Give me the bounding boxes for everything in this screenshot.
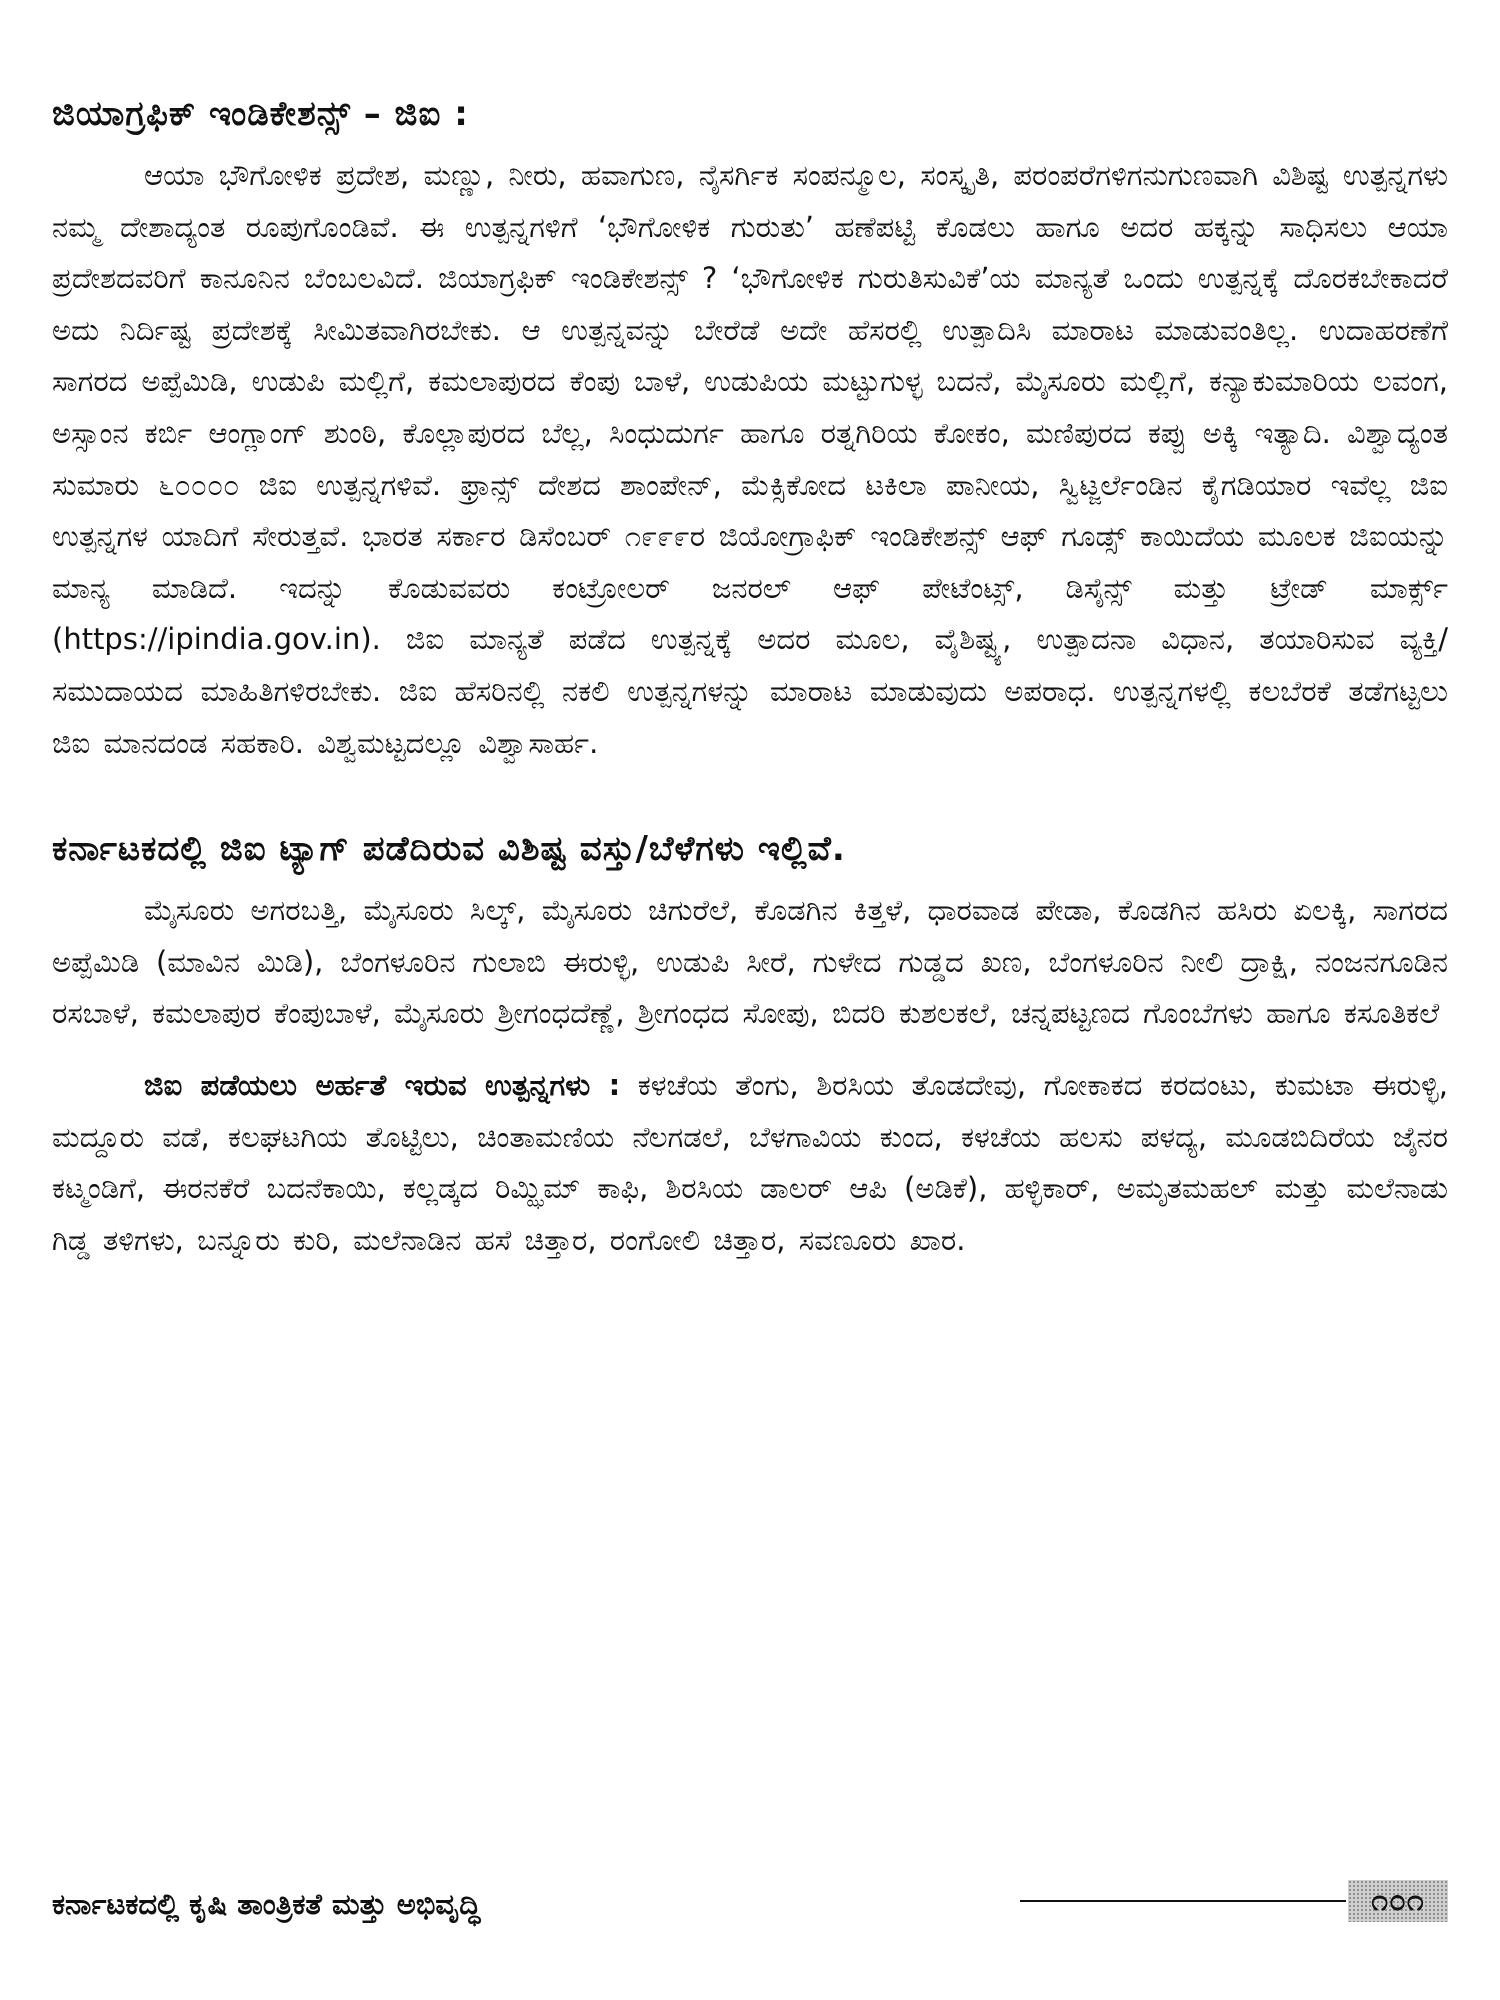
page-footer: [52, 1880, 1448, 1928]
footer-book-title: ಕರ್ನಾಟಕದಲ್ಲಿ ಕೃಷಿ ತಾಂತ್ರಿಕತೆ ಮತ್ತು ಅಭಿವೃದ್ಧಿ: [52, 1887, 481, 1921]
paragraph-eligible-products: [52, 1060, 1448, 1266]
paragraph-karnataka-gi-list: ಮೈಸೂರು ಅಗರಬತ್ತಿ, ಮೈಸೂರು ಸಿಲ್ಕ್, ಮೈಸೂರು ಚಿಗುರೆಲೆ, ಕೊಡಗಿನ ಕಿತ್ತಳೆ, ಧಾರವಾಡ ಪೇಡಾ, ಕೊಡಗಿನ ಹಸಿರು ಏಲಕ್ಕಿ, ಸಾಗರದ ಅಪ್ಪೆಮಿಡಿ (ಮಾವಿನ ಮಿಡಿ), ಬೆಂಗಳೂರಿನ ಗುಲಾಬಿ ಈರುಳ್ಳಿ, ಉಡುಪಿ ಸೀರೆ, ಗುಳೇದ ಗುಡ್ಡದ ಖಣ, ಬೆಂಗಳೂರಿನ ನೀಲಿ ದ್ರಾಕ್ಷಿ, ನಂಜನಗೂಡಿನ ರಸಬಾಳೆ, ಕಮಲಾಪುರ ಕೆಂಪುಬಾಳೆ, ಮೈಸೂರು ಶ್ರೀಗಂಧದೆಣ್ಣೆ, ಶ್ರೀಗಂಧದ ಸೋಪು, ಬಿದರಿ ಕುಶಲಕಲೆ, ಚನ್ನಪಟ್ಟಣದ ಗೊಂಬೆಗಳು ಹಾಗೂ ಕಸೂತಿಕಲೆ: [52, 893, 1448, 1031]
footer-rule: [1020, 1900, 1346, 1902]
eligible-products-label: ಜಿಐ ಪಡೆಯಲು ಅರ್ಹತೆ ಇರುವ ಉತ್ಪನ್ನಗಳು :: [144, 1067, 621, 1102]
section-heading-gi: ಜಿಯಾಗ್ರಫಿಕ್ ಇಂಡಿಕೇಶನ್ಸ್ – ಜಿಐ :: [52, 94, 469, 134]
document-page: [52, 92, 1448, 1266]
section-heading-karnataka-gi: ಕರ್ನಾಟಕದಲ್ಲಿ ಜಿಐ ಟ್ಯಾಗ್ ಪಡೆದಿರುವ ವಿಶಿಷ್ಟ ವಸ್ತು/ಬೆಳೆಗಳು ಇಲ್ಲಿವೆ.: [52, 829, 846, 870]
eligible-products-text: ಕಳಚೆಯ ತೆಂಗು, ಶಿರಸಿಯ ತೊಡದೇವು, ಗೋಕಾಕದ ಕರದಂಟು, ಕುಮಟಾ ಈರುಳ್ಳಿ, ಮದ್ದೂರು ವಡೆ, ಕಲಘಟಗಿಯ ತೊಟ್ಟಿಲು, ಚಿಂತಾಮಣಿಯ ನೆಲಗಡಲೆ, ಬೆಳಗಾವಿಯ ಕುಂದ, ಕಳಚೆಯ ಹಲಸು ಪಳದ್ಯ, ಮೂಡಬಿದಿರೆಯ ಜೈನರ ಕಟ್ಮಂಡಿಗೆ, ಈರನಕೆರೆ ಬದನೆಕಾಯಿ, ಕಲ್ಲಡ್ಕದ ರಿಮ್ಝಿಮ್ ಕಾಫಿ, ಶಿರಸಿಯ ಡಾಲರ್ ಆಪಿ (ಅಡಿಕೆ), ಹಳ್ಳಿಕಾರ್, ಅಮೃತಮಹಲ್ ಮತ್ತು ಮಲೆನಾಡು ಗಿಡ್ಡ ತಳಿಗಳು, ಬನ್ನೂರು ಕುರಿ, ಮಲೆನಾಡಿನ ಹಸೆ ಚಿತ್ತಾರ, ರಂಗೋಲಿ ಚಿತ್ತಾರ, ಸವಣೂರು ಖಾರ.: [52, 1067, 1448, 1257]
paragraph-gi-description: ಆಯಾ ಭೌಗೋಳಿಕ ಪ್ರದೇಶ, ಮಣ್ಣು, ನೀರು, ಹವಾಗುಣ, ನೈಸರ್ಗಿಕ ಸಂಪನ್ಮೂಲ, ಸಂಸ್ಕೃತಿ, ಪರಂಪರೆಗಳಿಗನುಗುಣವಾಗಿ ವಿಶಿಷ್ಟ ಉತ್ಪನ್ನಗಳು ನಮ್ಮ ದೇಶಾದ್ಯಂತ ರೂಪುಗೊಂಡಿವೆ. ಈ ಉತ್ಪನ್ನಗಳಿಗೆ ‘ಭೌಗೋಳಿಕ ಗುರುತು’ ಹಣೆಪಟ್ಟಿ ಕೊಡಲು ಹಾಗೂ ಅದರ ಹಕ್ಕನ್ನು ಸಾಧಿಸಲು ಆಯಾ ಪ್ರದೇಶದವರಿಗೆ ಕಾನೂನಿನ ಬೆಂಬಲವಿದೆ. ಜಿಯಾಗ್ರಫಿಕ್ ಇಂಡಿಕೇಶನ್ಸ್ ? ‘ಭೌಗೋಳಿಕ ಗುರುತಿಸುವಿಕೆ’ಯ ಮಾನ್ಯತೆ ಒಂದು ಉತ್ಪನ್ನಕ್ಕೆ ದೊರಕಬೇಕಾದರೆ ಅದು ನಿರ್ದಿಷ್ಟ ಪ್ರದೇಶಕ್ಕೆ ಸೀಮಿತವಾಗಿರಬೇಕು. ಆ ಉತ್ಪನ್ನವನ್ನು ಬೇರೆಡೆ ಅದೇ ಹೆಸರಲ್ಲಿ ಉತ್ಪಾದಿಸಿ ಮಾರಾಟ ಮಾಡುವಂತಿಲ್ಲ. ಉದಾಹರಣೆಗೆ ಸಾಗರದ ಅಪ್ಪೆಮಿಡಿ, ಉಡುಪಿ ಮಲ್ಲಿಗೆ, ಕಮಲಾಪುರದ ಕೆಂಪು ಬಾಳೆ, ಉಡುಪಿಯ ಮಟ್ಟುಗುಳ್ಳ ಬದನೆ, ಮೈಸೂರು ಮಲ್ಲಿಗೆ, ಕನ್ಯಾಕುಮಾರಿಯ ಲವಂಗ, ಅಸ್ಸಾಂನ ಕರ್ಬಿ ಆಂಗ್ಲಾಂಗ್ ಶುಂಠಿ, ಕೊಲ್ಲಾಪುರದ ಬೆಲ್ಲ, ಸಿಂಧುದುರ್ಗ ಹಾಗೂ ರತ್ನಗಿರಿಯ ಕೋಕಂ, ಮಣಿಪುರದ ಕಪ್ಪು ಅಕ್ಕಿ ಇತ್ಯಾದಿ. ವಿಶ್ವಾದ್ಯಂತ ಸುಮಾರು ೬೦೦೦೦ ಜಿಐ ಉತ್ಪನ್ನಗಳಿವೆ. ಫ್ರಾನ್ಸ್ ದೇಶದ ಶಾಂಪೇನ್, ಮೆಕ್ಸಿಕೋದ ಟಕಿಲಾ ಪಾನೀಯ, ಸ್ವಿಟ್ಜರ್ಲೆಂಡಿನ ಕೈಗಡಿಯಾರ ಇವೆಲ್ಲ ಜಿಐ ಉತ್ಪನ್ನಗಳ ಯಾದಿಗೆ ಸೇರುತ್ತವೆ. ಭಾರತ ಸರ್ಕಾರ ಡಿಸೆಂಬರ್ ೧೯೯೯ರ ಜಿಯೋಗ್ರಾಫಿಕ್ ಇಂಡಿಕೇಶನ್ಸ್ ಆಫ್ ಗೂಡ್ಸ್ ಕಾಯಿದೆಯ ಮೂಲಕ ಜಿಐಯನ್ನು ಮಾನ್ಯ ಮಾಡಿದೆ. ಇದನ್ನು ಕೊಡುವವರು ಕಂಟ್ರೋಲರ್ ಜನರಲ್ ಆಫ್ ಪೇಟೆಂಟ್ಸ್, ಡಿಸೈನ್ಸ್ ಮತ್ತು ಟ್ರೇಡ್ ಮಾರ್ಕ್ಸ್ (https://ipindia.gov.in). ಜಿಐ ಮಾನ್ಯತೆ ಪಡೆದ ಉತ್ಪನ್ನಕ್ಕೆ ಅದರ ಮೂಲ, ವೈಶಿಷ್ಟ್ಯ, ಉತ್ಪಾದನಾ ವಿಧಾನ, ತಯಾರಿಸುವ ವ್ಯಕ್ತಿ/ ಸಮುದಾಯದ ಮಾಹಿತಿಗಳಿರಬೇಕು. ಜಿಐ ಹೆಸರಿನಲ್ಲಿ ನಕಲಿ ಉತ್ಪನ್ನಗಳನ್ನು ಮಾರಾಟ ಮಾಡುವುದು ಅಪರಾಧ. ಉತ್ಪನ್ನಗಳಲ್ಲಿ ಕಲಬೆರಕೆ ತಡೆಗಟ್ಟಲು ಜಿಐ ಮಾನದಂಡ ಸಹಕಾರಿ. ವಿಶ್ವಮಟ್ಟದಲ್ಲೂ ವಿಶ್ವಾಸಾರ್ಹ.: [52, 158, 1448, 760]
page-number: ೧೦೧: [1348, 1880, 1448, 1922]
